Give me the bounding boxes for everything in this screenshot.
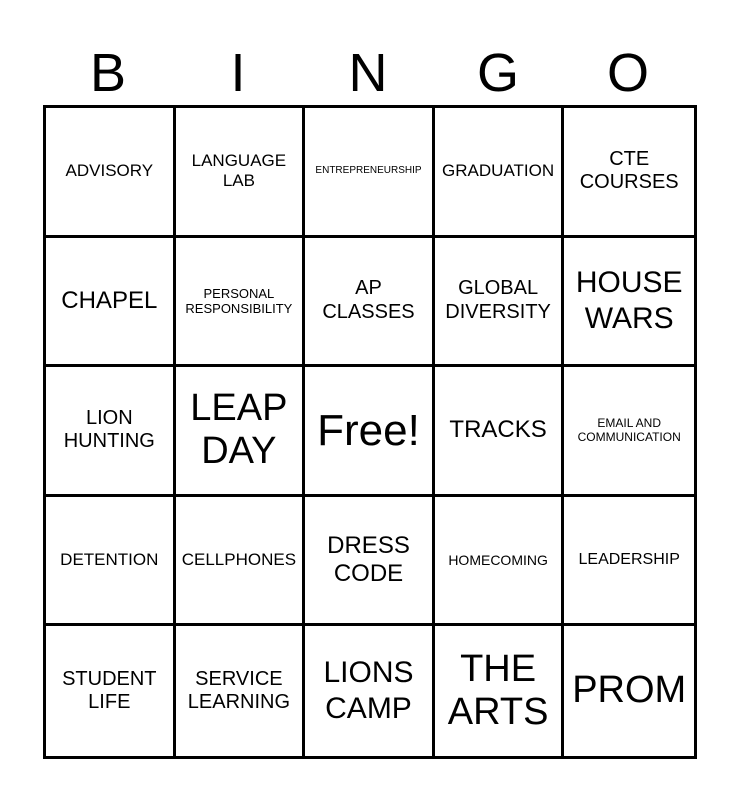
cell-label: DETENTION bbox=[60, 550, 159, 570]
bingo-cell-r2c3[interactable] bbox=[305, 238, 435, 368]
cell-label: AP CLASSES bbox=[322, 277, 415, 323]
bingo-cell-r1c2[interactable] bbox=[176, 108, 306, 238]
bingo-cell-r5c1[interactable] bbox=[46, 626, 176, 756]
cell-label: CELLPHONES bbox=[181, 550, 297, 570]
bingo-cell-r2c2[interactable] bbox=[176, 238, 306, 368]
cell-label: PROM bbox=[572, 669, 687, 712]
bingo-cell-r4c1[interactable] bbox=[46, 497, 176, 627]
cell-label: STUDENT LIFE bbox=[62, 667, 157, 714]
cell-label: TRACKS bbox=[449, 416, 547, 444]
cell-label: ENTREPRENEURSHIP bbox=[315, 165, 422, 177]
cell-label: LANGUAGE LAB bbox=[191, 151, 287, 191]
bingo-cell-r2c5[interactable] bbox=[564, 238, 694, 368]
header-letter-b: B bbox=[89, 43, 127, 103]
header-letter-i: I bbox=[230, 43, 246, 103]
cell-label: THE ARTS bbox=[447, 647, 549, 734]
bingo-header bbox=[43, 40, 694, 106]
cell-label: LEADERSHIP bbox=[578, 550, 680, 568]
bingo-cell-r2c1[interactable] bbox=[46, 238, 176, 368]
cell-label: HOUSE WARS bbox=[575, 265, 683, 335]
bingo-cell-r5c5[interactable] bbox=[564, 626, 694, 756]
bingo-cell-r4c5[interactable] bbox=[564, 497, 694, 627]
cell-label: LIONS CAMP bbox=[323, 656, 414, 726]
bingo-cell-r5c4[interactable] bbox=[435, 626, 565, 756]
cell-label: CHAPEL bbox=[61, 286, 158, 314]
bingo-cell-r1c3[interactable] bbox=[305, 108, 435, 238]
cell-label: SERVICE LEARNING bbox=[187, 667, 291, 714]
cell-label: DRESS CODE bbox=[327, 531, 410, 588]
cell-label: ADVISORY bbox=[65, 161, 154, 181]
free-space-label: Free! bbox=[317, 405, 420, 455]
cell-label: GLOBAL DIVERSITY bbox=[445, 277, 551, 323]
bingo-cell-r1c4[interactable] bbox=[435, 108, 565, 238]
bingo-cell-r5c3[interactable] bbox=[305, 626, 435, 756]
cell-label: EMAIL AND COMMUNICATION bbox=[577, 416, 681, 445]
bingo-cell-r3c2[interactable] bbox=[176, 367, 306, 497]
bingo-cell-r3c1[interactable] bbox=[46, 367, 176, 497]
cell-label: LEAP DAY bbox=[190, 386, 288, 473]
bingo-cell-r4c4[interactable] bbox=[435, 497, 565, 627]
bingo-cell-r3c4[interactable] bbox=[435, 367, 565, 497]
header-letter-o: O bbox=[606, 43, 649, 103]
bingo-board bbox=[43, 105, 697, 759]
cell-label: CTE COURSES bbox=[579, 147, 679, 194]
header-letter-n: N bbox=[348, 43, 388, 103]
header-letter-g: G bbox=[476, 43, 519, 103]
cell-label: PERSONAL RESPONSIBILITY bbox=[185, 285, 293, 316]
bingo-cell-r3c3-free[interactable] bbox=[305, 367, 435, 497]
bingo-cell-r3c5[interactable] bbox=[564, 367, 694, 497]
bingo-cell-r4c3[interactable] bbox=[305, 497, 435, 627]
cell-label: GRADUATION bbox=[442, 161, 555, 181]
cell-label: LION HUNTING bbox=[63, 406, 155, 453]
bingo-cell-r4c2[interactable] bbox=[176, 497, 306, 627]
bingo-cell-r2c4[interactable] bbox=[435, 238, 565, 368]
cell-label: HOMECOMING bbox=[448, 551, 548, 568]
bingo-cell-r1c5[interactable] bbox=[564, 108, 694, 238]
bingo-cell-r1c1[interactable] bbox=[46, 108, 176, 238]
bingo-cell-r5c2[interactable] bbox=[176, 626, 306, 756]
